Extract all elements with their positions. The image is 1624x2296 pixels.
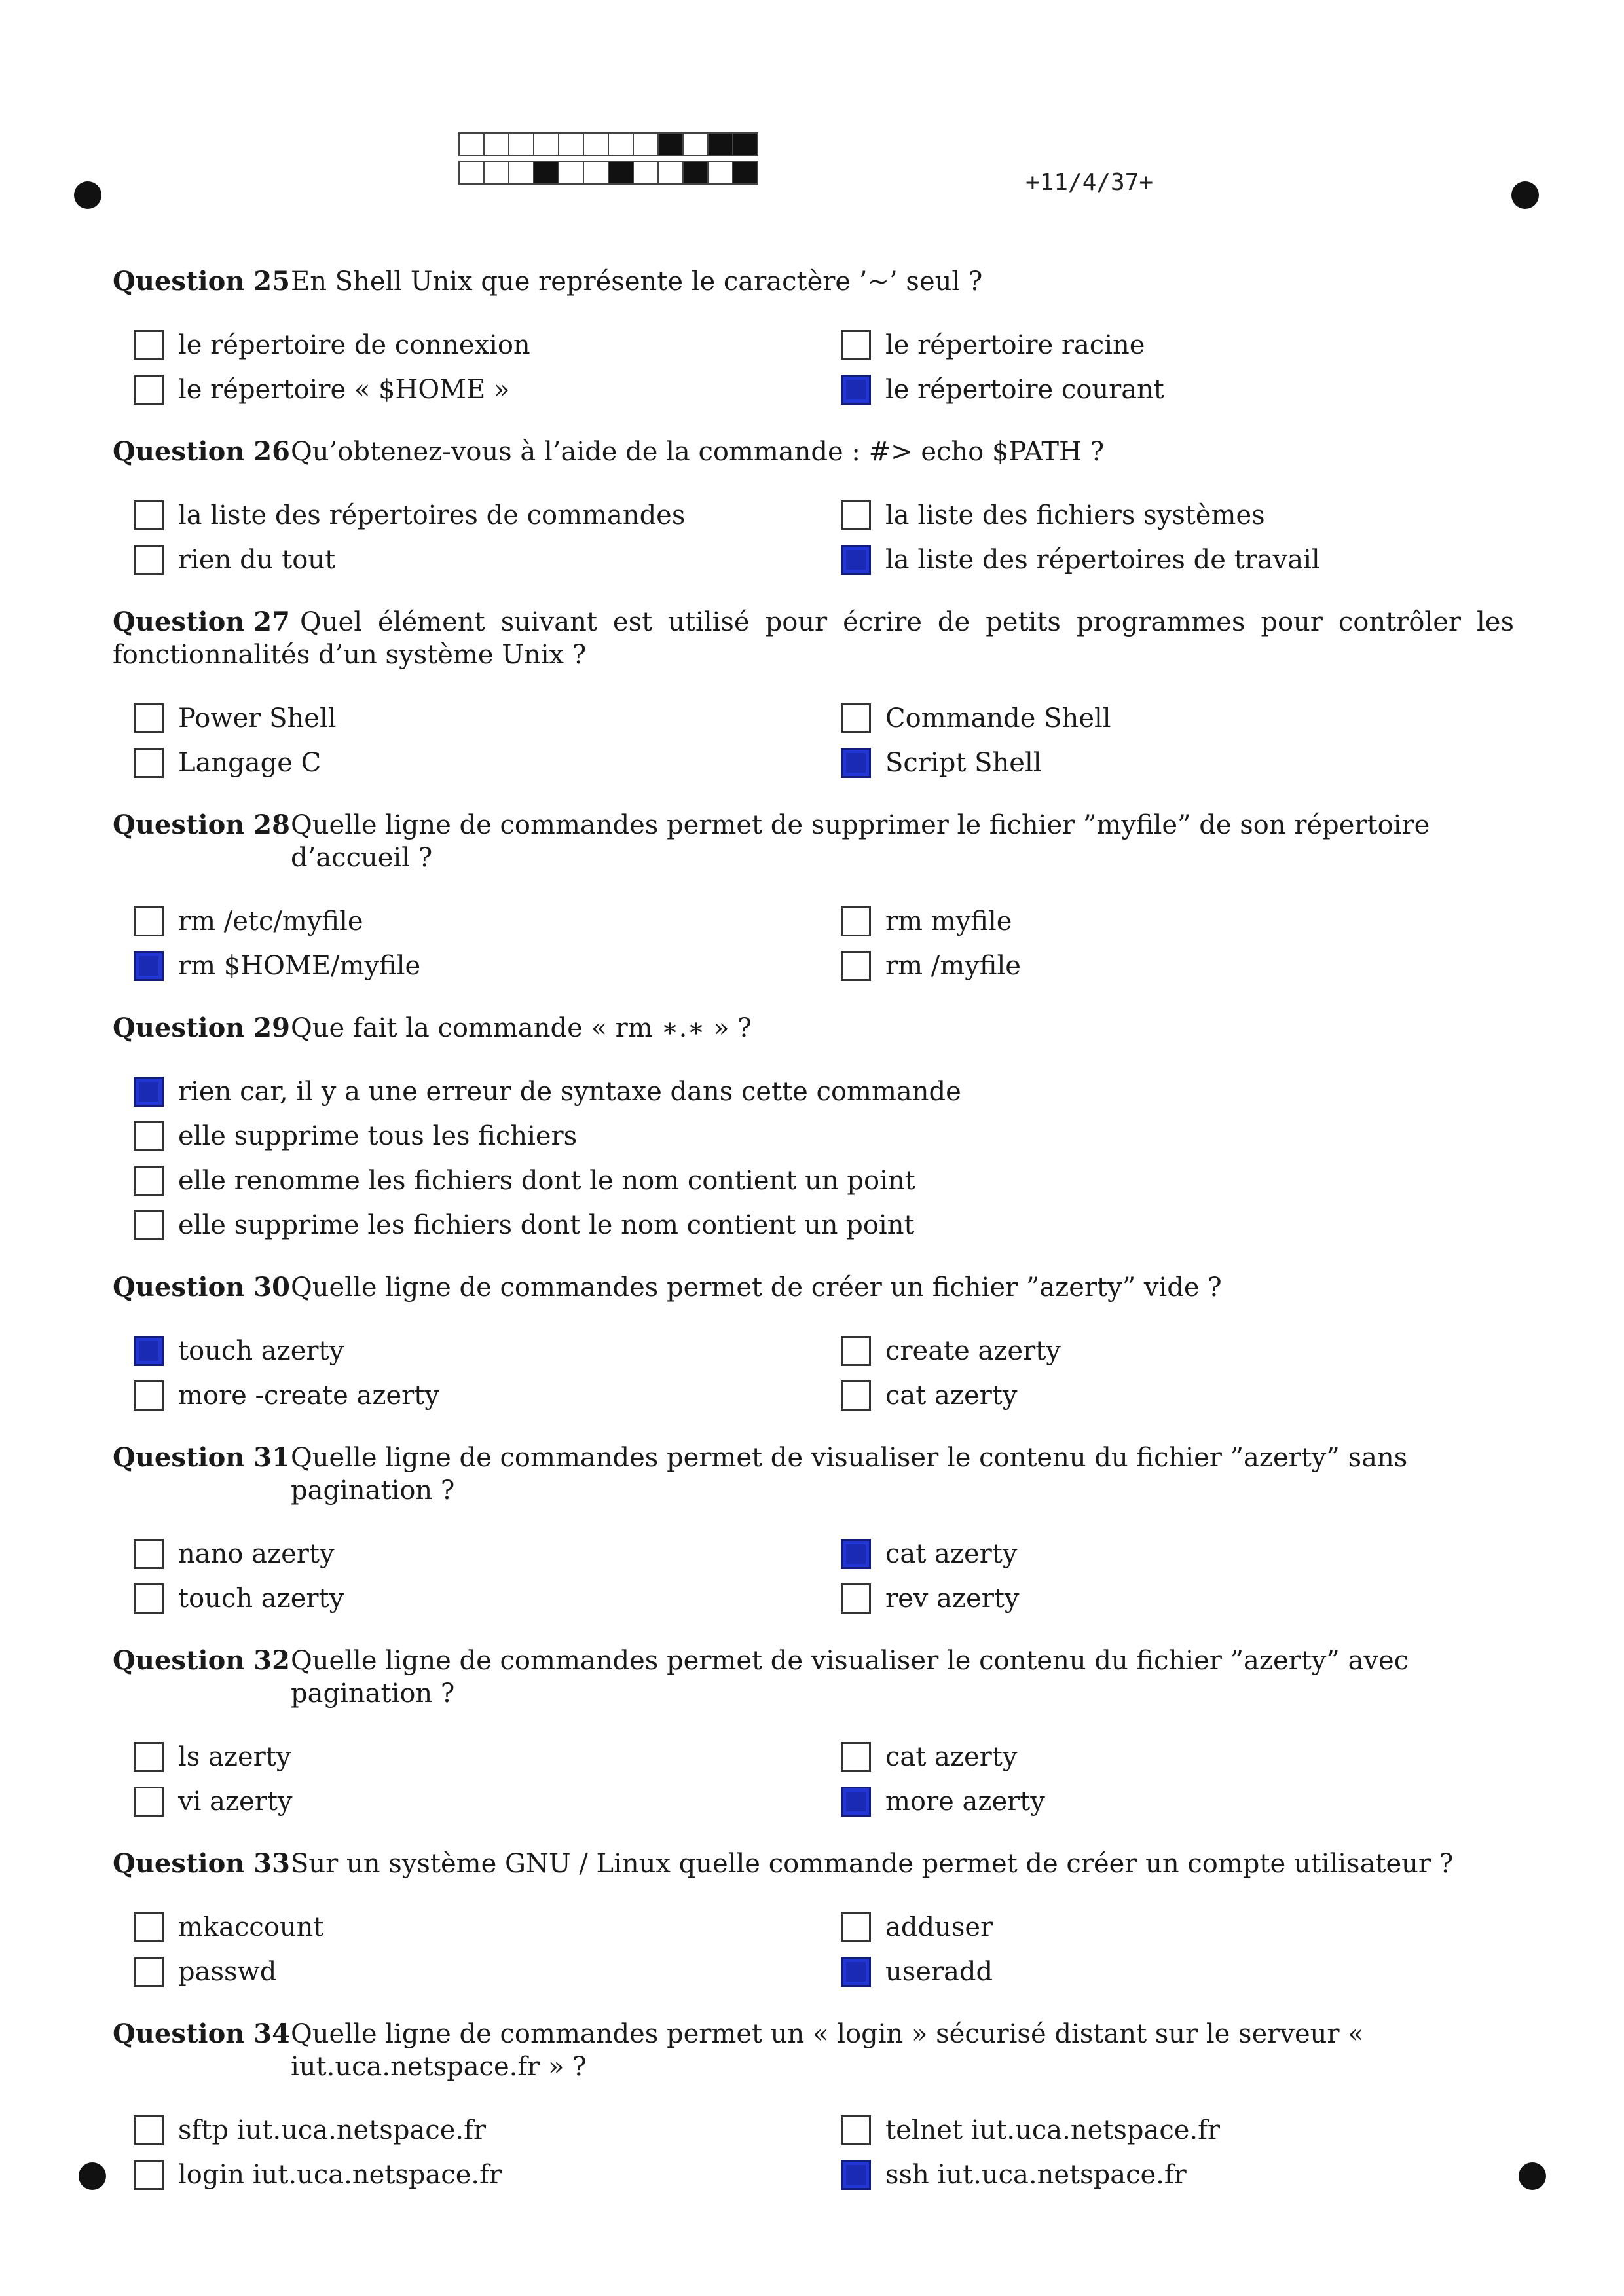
question-text: Quelle ligne de commandes permet de créer un fichier ”azerty” vide ? <box>291 1272 1222 1303</box>
answer-choice[interactable] <box>134 543 841 577</box>
answer-choice[interactable] <box>841 2158 1548 2192</box>
answer-choice[interactable] <box>134 2158 841 2192</box>
page-id: +11/4/37+ <box>1025 169 1154 196</box>
answer-choice[interactable] <box>134 1334 841 1368</box>
answer-text: elle renomme les fichiers dont le nom contient un point <box>178 1166 915 1196</box>
question-label: Question 30 <box>113 1272 290 1303</box>
checked-checkbox[interactable] <box>841 545 871 575</box>
answer-choice[interactable] <box>841 2113 1548 2147</box>
answer-choice[interactable] <box>841 543 1548 577</box>
answer-text: more -create azerty <box>178 1380 439 1411</box>
question-block <box>113 606 1514 780</box>
empty-checkbox[interactable] <box>134 1912 164 1942</box>
answer-text: rm $HOME/myfile <box>178 951 421 981</box>
answer-choice[interactable] <box>841 328 1548 362</box>
empty-checkbox[interactable] <box>134 500 164 530</box>
question-text: Quelle ligne de commandes permet de visualiser le contenu du fichier ”azerty” avec pagination ? <box>291 1646 1409 1709</box>
code-grid-cell[interactable] <box>608 161 634 185</box>
answer-text: vi azerty <box>178 1787 293 1817</box>
question-text: Qu’obtenez-vous à l’aide de la commande : #> echo $PATH ? <box>291 437 1105 467</box>
answer-text: rien car, il y a une erreur de syntaxe dans cette commande <box>178 1077 961 1107</box>
answer-text: create azerty <box>885 1336 1061 1366</box>
empty-checkbox[interactable] <box>841 1380 871 1411</box>
checked-checkbox[interactable] <box>134 951 164 981</box>
question-text: En Shell Unix que représente le caractère ’∼’ seul ? <box>291 267 983 297</box>
answer-text: touch azerty <box>178 1583 344 1614</box>
code-grid-cell[interactable] <box>483 161 509 185</box>
answer-text: la liste des fichiers systèmes <box>885 500 1265 530</box>
code-grid-cell[interactable] <box>508 161 534 185</box>
empty-checkbox[interactable] <box>134 375 164 405</box>
question-header <box>113 1441 1514 1507</box>
answer-text: la liste des répertoires de commandes <box>178 500 686 530</box>
code-grid-cell[interactable] <box>483 132 509 156</box>
answer-choice[interactable] <box>841 949 1548 983</box>
empty-checkbox[interactable] <box>134 330 164 360</box>
empty-checkbox[interactable] <box>841 1742 871 1772</box>
empty-checkbox[interactable] <box>134 1539 164 1569</box>
code-grid-cell[interactable] <box>558 161 584 185</box>
question-block <box>113 2018 1514 2192</box>
code-grid-row <box>458 161 757 185</box>
empty-checkbox[interactable] <box>134 1583 164 1614</box>
question-text: Quelle ligne de commandes permet de supprimer le fichier ”myfile” de son répertoire d’accueil ? <box>291 810 1430 873</box>
answer-choice[interactable] <box>841 1537 1548 1571</box>
answer-choice[interactable] <box>841 1379 1548 1413</box>
code-grid-cell[interactable] <box>633 161 659 185</box>
answer-text: touch azerty <box>178 1336 344 1366</box>
answer-text: Power Shell <box>178 703 337 733</box>
answer-text: adduser <box>885 1912 993 1942</box>
choice-list <box>134 328 1514 407</box>
question-header <box>113 1644 1514 1710</box>
answer-choice[interactable] <box>134 2113 841 2147</box>
question-header <box>113 809 1514 874</box>
answer-choice[interactable] <box>134 1119 1509 1153</box>
code-grid-cell[interactable] <box>458 132 485 156</box>
empty-checkbox[interactable] <box>841 2115 871 2145</box>
empty-checkbox[interactable] <box>134 1742 164 1772</box>
question-header <box>113 435 1514 468</box>
question-label: Question 34 <box>113 2018 290 2049</box>
question-text: Quel élément suivant est utilisé pour écrire de petits programmes pour contrôler les fonctionnalités d’un système Unix ? <box>113 607 1514 670</box>
answer-choice[interactable] <box>134 1582 841 1616</box>
answer-text: rm /etc/myfile <box>178 906 363 936</box>
question-text: Quelle ligne de commandes permet de visualiser le contenu du fichier ”azerty” sans pagination ? <box>291 1443 1408 1506</box>
answer-text: elle supprime les fichiers dont le nom contient un point <box>178 1210 915 1240</box>
answer-text: le répertoire courant <box>885 375 1164 405</box>
answer-text: useradd <box>885 1957 993 1987</box>
question-label: Question 26 <box>113 436 290 467</box>
answer-text: telnet iut.uca.netspace.fr <box>885 2115 1221 2145</box>
answer-text: elle supprime tous les fichiers <box>178 1121 578 1151</box>
code-grid-cell[interactable] <box>732 161 758 185</box>
answer-text: rm myfile <box>885 906 1012 936</box>
question-header <box>113 1847 1514 1880</box>
empty-checkbox[interactable] <box>134 1121 164 1151</box>
answer-choice[interactable] <box>841 904 1548 938</box>
answer-choice[interactable] <box>841 498 1548 532</box>
code-grid-cell[interactable] <box>682 161 709 185</box>
checked-checkbox[interactable] <box>841 748 871 778</box>
question-header <box>113 265 1514 298</box>
question-block <box>113 1847 1514 1989</box>
choice-list <box>134 904 1514 983</box>
question-label: Question 25 <box>113 266 290 297</box>
code-grid-cell[interactable] <box>583 132 609 156</box>
choice-list <box>134 1740 1514 1819</box>
answer-text: login iut.uca.netspace.fr <box>178 2160 502 2190</box>
question-header <box>113 606 1514 671</box>
empty-checkbox[interactable] <box>134 2160 164 2190</box>
empty-checkbox[interactable] <box>134 1957 164 1987</box>
choice-list <box>134 1910 1514 1989</box>
answer-choice[interactable] <box>134 1785 841 1819</box>
empty-checkbox[interactable] <box>841 906 871 936</box>
choice-list <box>134 2113 1514 2192</box>
empty-checkbox[interactable] <box>841 500 871 530</box>
empty-checkbox[interactable] <box>134 703 164 733</box>
empty-checkbox[interactable] <box>134 748 164 778</box>
code-grid-cell[interactable] <box>458 161 485 185</box>
empty-checkbox[interactable] <box>841 1583 871 1614</box>
answer-choice[interactable] <box>841 373 1548 407</box>
code-grid-cell[interactable] <box>707 161 733 185</box>
choice-list <box>134 1537 1514 1616</box>
question-header <box>113 1012 1514 1045</box>
answer-choice[interactable] <box>134 1910 841 1944</box>
choice-list <box>134 701 1514 780</box>
registration-mark-top-left <box>74 181 101 209</box>
answer-text: le répertoire « $HOME » <box>178 375 510 405</box>
answer-choice[interactable] <box>134 328 841 362</box>
code-grid-cell[interactable] <box>608 132 634 156</box>
registration-mark-bottom-left <box>79 2162 106 2190</box>
answer-text: rm /myfile <box>885 951 1021 981</box>
empty-checkbox[interactable] <box>134 1210 164 1240</box>
empty-checkbox[interactable] <box>841 703 871 733</box>
choice-list <box>134 1075 1514 1242</box>
empty-checkbox[interactable] <box>134 2115 164 2145</box>
answer-choice[interactable] <box>841 1740 1548 1774</box>
answer-choice[interactable] <box>134 1208 1509 1242</box>
code-grid-row <box>458 132 757 156</box>
checked-checkbox[interactable] <box>134 1336 164 1366</box>
question-label: Question 33 <box>113 1848 290 1879</box>
answer-text: nano azerty <box>178 1539 335 1569</box>
code-grid-cell[interactable] <box>533 161 559 185</box>
question-list <box>113 265 1514 2221</box>
question-label: Question 31 <box>113 1442 290 1473</box>
question-text: Sur un système GNU / Linux quelle commande permet de créer un compte utilisateur ? <box>291 1849 1454 1879</box>
answer-choice[interactable] <box>134 1537 841 1571</box>
answer-text: cat azerty <box>885 1539 1018 1569</box>
answer-choice[interactable] <box>134 1075 1509 1109</box>
answer-choice[interactable] <box>841 1955 1548 1989</box>
empty-checkbox[interactable] <box>134 906 164 936</box>
checked-checkbox[interactable] <box>134 1077 164 1107</box>
answer-choice[interactable] <box>134 701 841 735</box>
question-header <box>113 1271 1514 1304</box>
answer-choice[interactable] <box>841 1334 1548 1368</box>
code-grid-cell[interactable] <box>682 132 709 156</box>
answer-choice[interactable] <box>841 746 1548 780</box>
answer-text: ssh iut.uca.netspace.fr <box>885 2160 1187 2190</box>
answer-choice[interactable] <box>841 1785 1548 1819</box>
answer-text: le répertoire racine <box>885 330 1145 360</box>
answer-choice[interactable] <box>841 1582 1548 1616</box>
answer-choice[interactable] <box>134 1955 841 1989</box>
answer-text: rev azerty <box>885 1583 1020 1614</box>
code-grid-cell[interactable] <box>657 132 684 156</box>
code-grid-cell[interactable] <box>707 132 733 156</box>
empty-checkbox[interactable] <box>841 1336 871 1366</box>
answer-choice[interactable] <box>134 904 841 938</box>
question-text: Que fait la commande « rm ∗.∗ » ? <box>291 1013 752 1043</box>
answer-text: cat azerty <box>885 1742 1018 1772</box>
question-header <box>113 2018 1514 2083</box>
empty-checkbox[interactable] <box>841 330 871 360</box>
answer-choice[interactable] <box>134 1164 1509 1198</box>
registration-mark-top-right <box>1511 181 1539 209</box>
answer-text: ls azerty <box>178 1742 291 1772</box>
answer-choice[interactable] <box>134 1379 841 1413</box>
code-grid-cell[interactable] <box>558 132 584 156</box>
question-block <box>113 809 1514 983</box>
answer-text: passwd <box>178 1957 277 1987</box>
empty-checkbox[interactable] <box>841 1912 871 1942</box>
answer-choice[interactable] <box>841 1910 1548 1944</box>
answer-text: Commande Shell <box>885 703 1111 733</box>
empty-checkbox[interactable] <box>841 951 871 981</box>
question-label: Question 27 <box>113 606 290 637</box>
empty-checkbox[interactable] <box>134 1787 164 1817</box>
question-label: Question 32 <box>113 1645 290 1676</box>
answer-text: Langage C <box>178 748 322 778</box>
question-block <box>113 1644 1514 1819</box>
answer-text: la liste des répertoires de travail <box>885 545 1320 575</box>
code-grid-cell[interactable] <box>732 132 758 156</box>
empty-checkbox[interactable] <box>134 1380 164 1411</box>
answer-choice[interactable] <box>134 1740 841 1774</box>
answer-text: rien du tout <box>178 545 336 575</box>
choice-list <box>134 498 1514 577</box>
checked-checkbox[interactable] <box>841 1957 871 1987</box>
code-grid-cell[interactable] <box>533 132 559 156</box>
answer-text: le répertoire de connexion <box>178 330 530 360</box>
code-grid-cell[interactable] <box>583 161 609 185</box>
answer-text: more azerty <box>885 1787 1045 1817</box>
question-label: Question 28 <box>113 809 290 840</box>
choice-list <box>134 1334 1514 1413</box>
question-block <box>113 435 1514 577</box>
question-block <box>113 1441 1514 1616</box>
empty-checkbox[interactable] <box>134 1166 164 1196</box>
answer-text: Script Shell <box>885 748 1042 778</box>
checked-checkbox[interactable] <box>841 375 871 405</box>
checked-checkbox[interactable] <box>841 1787 871 1817</box>
checked-checkbox[interactable] <box>841 2160 871 2190</box>
answer-choice[interactable] <box>134 373 841 407</box>
answer-choice[interactable] <box>134 498 841 532</box>
answer-choice[interactable] <box>134 746 841 780</box>
empty-checkbox[interactable] <box>134 545 164 575</box>
answer-choice[interactable] <box>841 701 1548 735</box>
question-label: Question 29 <box>113 1012 290 1043</box>
answer-text: sftp iut.uca.netspace.fr <box>178 2115 486 2145</box>
question-block <box>113 1271 1514 1413</box>
code-grid-cell[interactable] <box>508 132 534 156</box>
question-text: Quelle ligne de commandes permet un « login » sécurisé distant sur le serveur « iut.uca.netspace.fr » ? <box>291 2019 1364 2082</box>
student-code-grid <box>458 132 757 190</box>
question-block <box>113 265 1514 407</box>
code-grid-cell[interactable] <box>657 161 684 185</box>
checked-checkbox[interactable] <box>841 1539 871 1569</box>
code-grid-cell[interactable] <box>633 132 659 156</box>
question-block <box>113 1012 1514 1242</box>
answer-text: mkaccount <box>178 1912 324 1942</box>
answer-text: cat azerty <box>885 1380 1018 1411</box>
answer-choice[interactable] <box>134 949 841 983</box>
